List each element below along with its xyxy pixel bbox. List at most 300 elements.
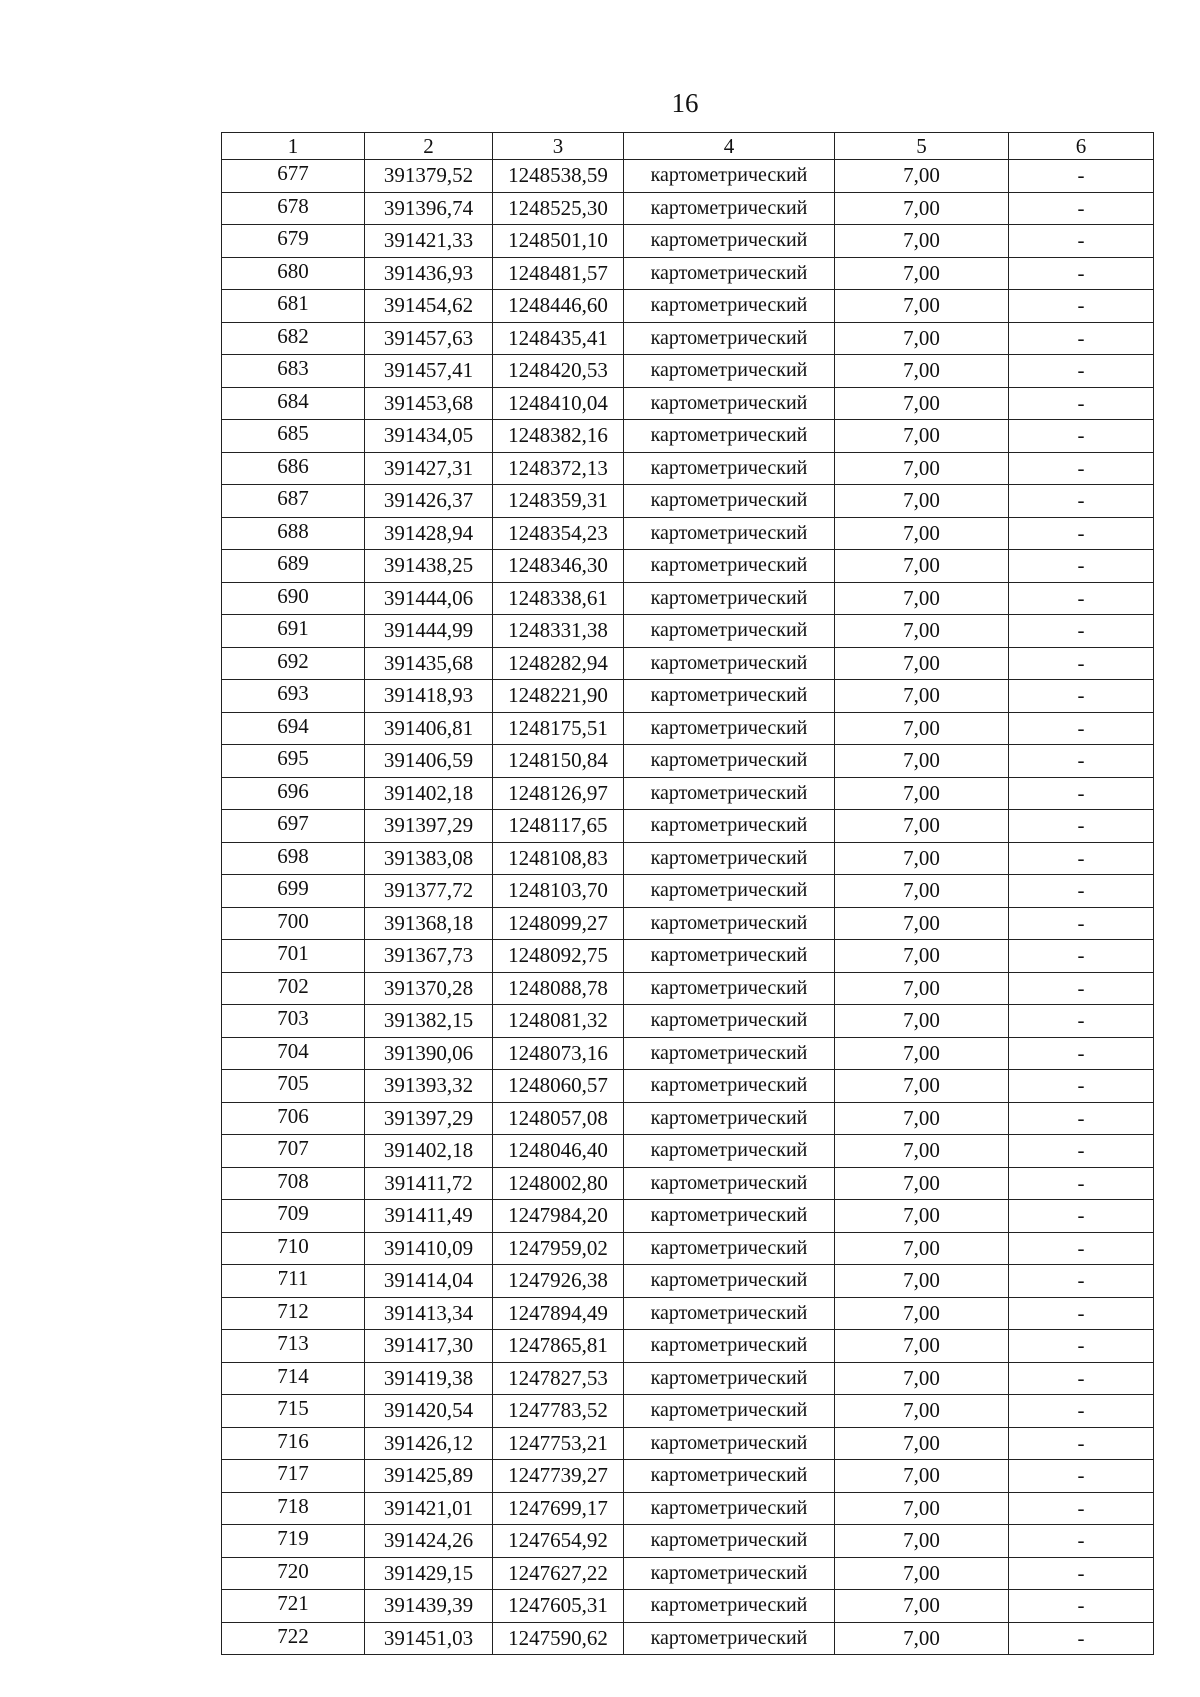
y-coordinate-cell: 1247783,52 [493, 1395, 624, 1428]
column-header-6: 6 [1009, 133, 1154, 160]
y-coordinate-cell: 1248057,08 [493, 1102, 624, 1135]
y-coordinate-cell: 1247753,21 [493, 1427, 624, 1460]
description-cell: - [1009, 387, 1154, 420]
point-number-cell: 690 [222, 582, 365, 615]
x-coordinate-cell: 391429,15 [365, 1557, 493, 1590]
point-number-cell: 699 [222, 875, 365, 908]
column-header-5: 5 [835, 133, 1009, 160]
x-coordinate-cell: 391397,29 [365, 810, 493, 843]
table-row [222, 1297, 1154, 1330]
y-coordinate-cell: 1248372,13 [493, 452, 624, 485]
accuracy-cell: 7,00 [835, 322, 1009, 355]
y-coordinate-cell: 1247605,31 [493, 1590, 624, 1623]
column-header-2: 2 [365, 133, 493, 160]
method-cell: картометрический [624, 322, 835, 355]
accuracy-cell: 7,00 [835, 1330, 1009, 1363]
page-number: 16 [671, 88, 699, 118]
y-coordinate-cell: 1248103,70 [493, 875, 624, 908]
accuracy-cell: 7,00 [835, 192, 1009, 225]
y-coordinate-cell: 1247654,92 [493, 1525, 624, 1558]
y-coordinate-cell: 1248435,41 [493, 322, 624, 355]
method-cell: картометрический [624, 485, 835, 518]
accuracy-cell: 7,00 [835, 777, 1009, 810]
point-number-cell: 712 [222, 1297, 365, 1330]
point-number-cell: 715 [222, 1395, 365, 1428]
description-cell: - [1009, 1102, 1154, 1135]
description-cell: - [1009, 1135, 1154, 1168]
description-cell: - [1009, 1232, 1154, 1265]
y-coordinate-cell: 1248117,65 [493, 810, 624, 843]
x-coordinate-cell: 391367,73 [365, 940, 493, 973]
x-coordinate-cell: 391393,32 [365, 1070, 493, 1103]
y-coordinate-cell: 1248108,83 [493, 842, 624, 875]
accuracy-cell: 7,00 [835, 1622, 1009, 1655]
description-cell: - [1009, 1362, 1154, 1395]
y-coordinate-cell: 1248354,23 [493, 517, 624, 550]
y-coordinate-cell: 1248099,27 [493, 907, 624, 940]
x-coordinate-cell: 391453,68 [365, 387, 493, 420]
accuracy-cell: 7,00 [835, 680, 1009, 713]
description-cell: - [1009, 1200, 1154, 1233]
point-number-cell: 702 [222, 972, 365, 1005]
description-cell: - [1009, 1037, 1154, 1070]
x-coordinate-cell: 391414,04 [365, 1265, 493, 1298]
x-coordinate-cell: 391418,93 [365, 680, 493, 713]
point-number-cell: 682 [222, 322, 365, 355]
accuracy-cell: 7,00 [835, 485, 1009, 518]
description-cell: - [1009, 517, 1154, 550]
point-number-cell: 679 [222, 225, 365, 258]
x-coordinate-cell: 391451,03 [365, 1622, 493, 1655]
table-row [222, 1037, 1154, 1070]
x-coordinate-cell: 391438,25 [365, 550, 493, 583]
description-cell: - [1009, 712, 1154, 745]
method-cell: картометрический [624, 907, 835, 940]
description-cell: - [1009, 1557, 1154, 1590]
description-cell: - [1009, 550, 1154, 583]
description-cell: - [1009, 290, 1154, 323]
point-number-cell: 703 [222, 1005, 365, 1038]
accuracy-cell: 7,00 [835, 1395, 1009, 1428]
description-cell: - [1009, 1167, 1154, 1200]
description-cell: - [1009, 940, 1154, 973]
table-row [222, 452, 1154, 485]
accuracy-cell: 7,00 [835, 972, 1009, 1005]
table-body [222, 160, 1154, 1655]
x-coordinate-cell: 391439,39 [365, 1590, 493, 1623]
method-cell: картометрический [624, 420, 835, 453]
y-coordinate-cell: 1248221,90 [493, 680, 624, 713]
table-row [222, 940, 1154, 973]
y-coordinate-cell: 1248338,61 [493, 582, 624, 615]
table-row [222, 582, 1154, 615]
x-coordinate-cell: 391413,34 [365, 1297, 493, 1330]
y-coordinate-cell: 1247590,62 [493, 1622, 624, 1655]
table-row [222, 615, 1154, 648]
point-number-cell: 701 [222, 940, 365, 973]
x-coordinate-cell: 391383,08 [365, 842, 493, 875]
table-row [222, 1200, 1154, 1233]
x-coordinate-cell: 391397,29 [365, 1102, 493, 1135]
table-row [222, 420, 1154, 453]
description-cell: - [1009, 875, 1154, 908]
method-cell: картометрический [624, 192, 835, 225]
description-cell: - [1009, 907, 1154, 940]
method-cell: картометрический [624, 225, 835, 258]
y-coordinate-cell: 1248382,16 [493, 420, 624, 453]
method-cell: картометрический [624, 1265, 835, 1298]
point-number-cell: 686 [222, 452, 365, 485]
method-cell: картометрический [624, 1492, 835, 1525]
accuracy-cell: 7,00 [835, 1232, 1009, 1265]
method-cell: картометрический [624, 1037, 835, 1070]
accuracy-cell: 7,00 [835, 550, 1009, 583]
y-coordinate-cell: 1248060,57 [493, 1070, 624, 1103]
y-coordinate-cell: 1248126,97 [493, 777, 624, 810]
method-cell: картометрический [624, 1330, 835, 1363]
table-row [222, 1590, 1154, 1623]
description-cell: - [1009, 1590, 1154, 1623]
table-row [222, 387, 1154, 420]
method-cell: картометрический [624, 647, 835, 680]
point-number-cell: 713 [222, 1330, 365, 1363]
y-coordinate-cell: 1247827,53 [493, 1362, 624, 1395]
point-number-cell: 692 [222, 647, 365, 680]
table-row [222, 1395, 1154, 1428]
accuracy-cell: 7,00 [835, 647, 1009, 680]
description-cell: - [1009, 1005, 1154, 1038]
accuracy-cell: 7,00 [835, 907, 1009, 940]
point-number-cell: 709 [222, 1200, 365, 1233]
method-cell: картометрический [624, 1557, 835, 1590]
accuracy-cell: 7,00 [835, 810, 1009, 843]
table-row [222, 1362, 1154, 1395]
description-cell: - [1009, 1622, 1154, 1655]
table-row [222, 225, 1154, 258]
x-coordinate-cell: 391419,38 [365, 1362, 493, 1395]
point-number-cell: 722 [222, 1622, 365, 1655]
x-coordinate-cell: 391406,81 [365, 712, 493, 745]
method-cell: картометрический [624, 1167, 835, 1200]
y-coordinate-cell: 1247984,20 [493, 1200, 624, 1233]
y-coordinate-cell: 1248081,32 [493, 1005, 624, 1038]
accuracy-cell: 7,00 [835, 1102, 1009, 1135]
method-cell: картометрический [624, 615, 835, 648]
x-coordinate-cell: 391457,41 [365, 355, 493, 388]
column-header-4: 4 [624, 133, 835, 160]
point-number-cell: 683 [222, 355, 365, 388]
method-cell: картометрический [624, 875, 835, 908]
point-number-cell: 720 [222, 1557, 365, 1590]
method-cell: картометрический [624, 1200, 835, 1233]
method-cell: картометрический [624, 745, 835, 778]
description-cell: - [1009, 777, 1154, 810]
x-coordinate-cell: 391434,05 [365, 420, 493, 453]
point-number-cell: 695 [222, 745, 365, 778]
description-cell: - [1009, 1330, 1154, 1363]
point-number-cell: 678 [222, 192, 365, 225]
accuracy-cell: 7,00 [835, 1135, 1009, 1168]
description-cell: - [1009, 420, 1154, 453]
x-coordinate-cell: 391377,72 [365, 875, 493, 908]
accuracy-cell: 7,00 [835, 160, 1009, 193]
accuracy-cell: 7,00 [835, 1460, 1009, 1493]
table-row [222, 1427, 1154, 1460]
point-number-cell: 691 [222, 615, 365, 648]
y-coordinate-cell: 1248282,94 [493, 647, 624, 680]
method-cell: картометрический [624, 1590, 835, 1623]
table-row [222, 290, 1154, 323]
table-row [222, 1135, 1154, 1168]
accuracy-cell: 7,00 [835, 615, 1009, 648]
table-row [222, 1005, 1154, 1038]
x-coordinate-cell: 391424,26 [365, 1525, 493, 1558]
method-cell: картометрический [624, 1460, 835, 1493]
description-cell: - [1009, 1070, 1154, 1103]
x-coordinate-cell: 391370,28 [365, 972, 493, 1005]
table-row [222, 1492, 1154, 1525]
table-row [222, 1102, 1154, 1135]
description-cell: - [1009, 1460, 1154, 1493]
accuracy-cell: 7,00 [835, 1265, 1009, 1298]
description-cell: - [1009, 647, 1154, 680]
x-coordinate-cell: 391444,99 [365, 615, 493, 648]
accuracy-cell: 7,00 [835, 1427, 1009, 1460]
point-number-cell: 710 [222, 1232, 365, 1265]
accuracy-cell: 7,00 [835, 1167, 1009, 1200]
x-coordinate-cell: 391382,15 [365, 1005, 493, 1038]
method-cell: картометрический [624, 940, 835, 973]
description-cell: - [1009, 452, 1154, 485]
y-coordinate-cell: 1248410,04 [493, 387, 624, 420]
table-row [222, 485, 1154, 518]
table-row [222, 355, 1154, 388]
description-cell: - [1009, 322, 1154, 355]
y-coordinate-cell: 1248346,30 [493, 550, 624, 583]
point-number-cell: 721 [222, 1590, 365, 1623]
table-row [222, 517, 1154, 550]
table-row [222, 550, 1154, 583]
x-coordinate-cell: 391454,62 [365, 290, 493, 323]
method-cell: картометрический [624, 680, 835, 713]
x-coordinate-cell: 391411,72 [365, 1167, 493, 1200]
point-number-cell: 717 [222, 1460, 365, 1493]
point-number-cell: 700 [222, 907, 365, 940]
description-cell: - [1009, 257, 1154, 290]
table-row [222, 680, 1154, 713]
y-coordinate-cell: 1248481,57 [493, 257, 624, 290]
accuracy-cell: 7,00 [835, 420, 1009, 453]
accuracy-cell: 7,00 [835, 387, 1009, 420]
description-cell: - [1009, 1427, 1154, 1460]
y-coordinate-cell: 1247865,81 [493, 1330, 624, 1363]
method-cell: картометрический [624, 1622, 835, 1655]
description-cell: - [1009, 1492, 1154, 1525]
table-row [222, 1525, 1154, 1558]
method-cell: картометрический [624, 1005, 835, 1038]
x-coordinate-cell: 391428,94 [365, 517, 493, 550]
table-row [222, 972, 1154, 1005]
table-row [222, 1070, 1154, 1103]
point-number-cell: 706 [222, 1102, 365, 1135]
description-cell: - [1009, 355, 1154, 388]
accuracy-cell: 7,00 [835, 517, 1009, 550]
method-cell: картометрический [624, 550, 835, 583]
method-cell: картометрический [624, 387, 835, 420]
accuracy-cell: 7,00 [835, 875, 1009, 908]
point-number-cell: 711 [222, 1265, 365, 1298]
y-coordinate-cell: 1248073,16 [493, 1037, 624, 1070]
table-row [222, 745, 1154, 778]
y-coordinate-cell: 1248331,38 [493, 615, 624, 648]
description-cell: - [1009, 1395, 1154, 1428]
point-number-cell: 719 [222, 1525, 365, 1558]
method-cell: картометрический [624, 777, 835, 810]
y-coordinate-cell: 1247926,38 [493, 1265, 624, 1298]
point-number-cell: 708 [222, 1167, 365, 1200]
y-coordinate-cell: 1247959,02 [493, 1232, 624, 1265]
table-row [222, 1167, 1154, 1200]
y-coordinate-cell: 1247699,17 [493, 1492, 624, 1525]
description-cell: - [1009, 842, 1154, 875]
y-coordinate-cell: 1248525,30 [493, 192, 624, 225]
method-cell: картометрический [624, 290, 835, 323]
accuracy-cell: 7,00 [835, 1070, 1009, 1103]
y-coordinate-cell: 1248046,40 [493, 1135, 624, 1168]
accuracy-cell: 7,00 [835, 225, 1009, 258]
table-row [222, 1622, 1154, 1655]
x-coordinate-cell: 391379,52 [365, 160, 493, 193]
y-coordinate-cell: 1248538,59 [493, 160, 624, 193]
y-coordinate-cell: 1248359,31 [493, 485, 624, 518]
accuracy-cell: 7,00 [835, 355, 1009, 388]
accuracy-cell: 7,00 [835, 1492, 1009, 1525]
point-number-cell: 693 [222, 680, 365, 713]
y-coordinate-cell: 1248088,78 [493, 972, 624, 1005]
x-coordinate-cell: 391427,31 [365, 452, 493, 485]
table-row [222, 810, 1154, 843]
description-cell: - [1009, 1525, 1154, 1558]
accuracy-cell: 7,00 [835, 842, 1009, 875]
point-number-cell: 680 [222, 257, 365, 290]
y-coordinate-cell: 1248501,10 [493, 225, 624, 258]
point-number-cell: 689 [222, 550, 365, 583]
point-number-cell: 685 [222, 420, 365, 453]
accuracy-cell: 7,00 [835, 712, 1009, 745]
description-cell: - [1009, 582, 1154, 615]
point-number-cell: 718 [222, 1492, 365, 1525]
accuracy-cell: 7,00 [835, 582, 1009, 615]
y-coordinate-cell: 1247627,22 [493, 1557, 624, 1590]
x-coordinate-cell: 391417,30 [365, 1330, 493, 1363]
x-coordinate-cell: 391410,09 [365, 1232, 493, 1265]
method-cell: картометрический [624, 1525, 835, 1558]
accuracy-cell: 7,00 [835, 1590, 1009, 1623]
accuracy-cell: 7,00 [835, 745, 1009, 778]
x-coordinate-cell: 391426,12 [365, 1427, 493, 1460]
table-row [222, 192, 1154, 225]
x-coordinate-cell: 391402,18 [365, 777, 493, 810]
accuracy-cell: 7,00 [835, 452, 1009, 485]
header-row [222, 133, 1154, 160]
x-coordinate-cell: 391396,74 [365, 192, 493, 225]
table-row [222, 257, 1154, 290]
accuracy-cell: 7,00 [835, 290, 1009, 323]
x-coordinate-cell: 391420,54 [365, 1395, 493, 1428]
method-cell: картометрический [624, 1395, 835, 1428]
description-cell: - [1009, 1265, 1154, 1298]
description-cell: - [1009, 225, 1154, 258]
table-row [222, 907, 1154, 940]
point-number-cell: 697 [222, 810, 365, 843]
point-number-cell: 698 [222, 842, 365, 875]
table-row [222, 842, 1154, 875]
method-cell: картометрический [624, 355, 835, 388]
x-coordinate-cell: 391421,01 [365, 1492, 493, 1525]
description-cell: - [1009, 192, 1154, 225]
y-coordinate-cell: 1248420,53 [493, 355, 624, 388]
method-cell: картометрический [624, 810, 835, 843]
table-row [222, 1460, 1154, 1493]
method-cell: картометрический [624, 1070, 835, 1103]
point-number-cell: 694 [222, 712, 365, 745]
x-coordinate-cell: 391444,06 [365, 582, 493, 615]
point-number-cell: 714 [222, 1362, 365, 1395]
method-cell: картометрический [624, 1427, 835, 1460]
table-row [222, 1232, 1154, 1265]
table-row [222, 1557, 1154, 1590]
accuracy-cell: 7,00 [835, 1297, 1009, 1330]
y-coordinate-cell: 1248175,51 [493, 712, 624, 745]
y-coordinate-cell: 1247894,49 [493, 1297, 624, 1330]
description-cell: - [1009, 972, 1154, 1005]
x-coordinate-cell: 391411,49 [365, 1200, 493, 1233]
accuracy-cell: 7,00 [835, 1037, 1009, 1070]
point-number-cell: 707 [222, 1135, 365, 1168]
method-cell: картометрический [624, 160, 835, 193]
method-cell: картометрический [624, 582, 835, 615]
x-coordinate-cell: 391435,68 [365, 647, 493, 680]
x-coordinate-cell: 391425,89 [365, 1460, 493, 1493]
x-coordinate-cell: 391426,37 [365, 485, 493, 518]
x-coordinate-cell: 391406,59 [365, 745, 493, 778]
point-number-cell: 716 [222, 1427, 365, 1460]
x-coordinate-cell: 391390,06 [365, 1037, 493, 1070]
column-header-1: 1 [222, 133, 365, 160]
description-cell: - [1009, 680, 1154, 713]
table-row [222, 712, 1154, 745]
point-number-cell: 687 [222, 485, 365, 518]
point-number-cell: 696 [222, 777, 365, 810]
accuracy-cell: 7,00 [835, 1362, 1009, 1395]
point-number-cell: 684 [222, 387, 365, 420]
accuracy-cell: 7,00 [835, 1005, 1009, 1038]
table-row [222, 647, 1154, 680]
point-number-cell: 677 [222, 160, 365, 193]
accuracy-cell: 7,00 [835, 1557, 1009, 1590]
description-cell: - [1009, 160, 1154, 193]
y-coordinate-cell: 1248092,75 [493, 940, 624, 973]
accuracy-cell: 7,00 [835, 1525, 1009, 1558]
description-cell: - [1009, 810, 1154, 843]
x-coordinate-cell: 391402,18 [365, 1135, 493, 1168]
x-coordinate-cell: 391436,93 [365, 257, 493, 290]
method-cell: картометрический [624, 452, 835, 485]
column-header-3: 3 [493, 133, 624, 160]
x-coordinate-cell: 391421,33 [365, 225, 493, 258]
description-cell: - [1009, 1297, 1154, 1330]
method-cell: картометрический [624, 972, 835, 1005]
